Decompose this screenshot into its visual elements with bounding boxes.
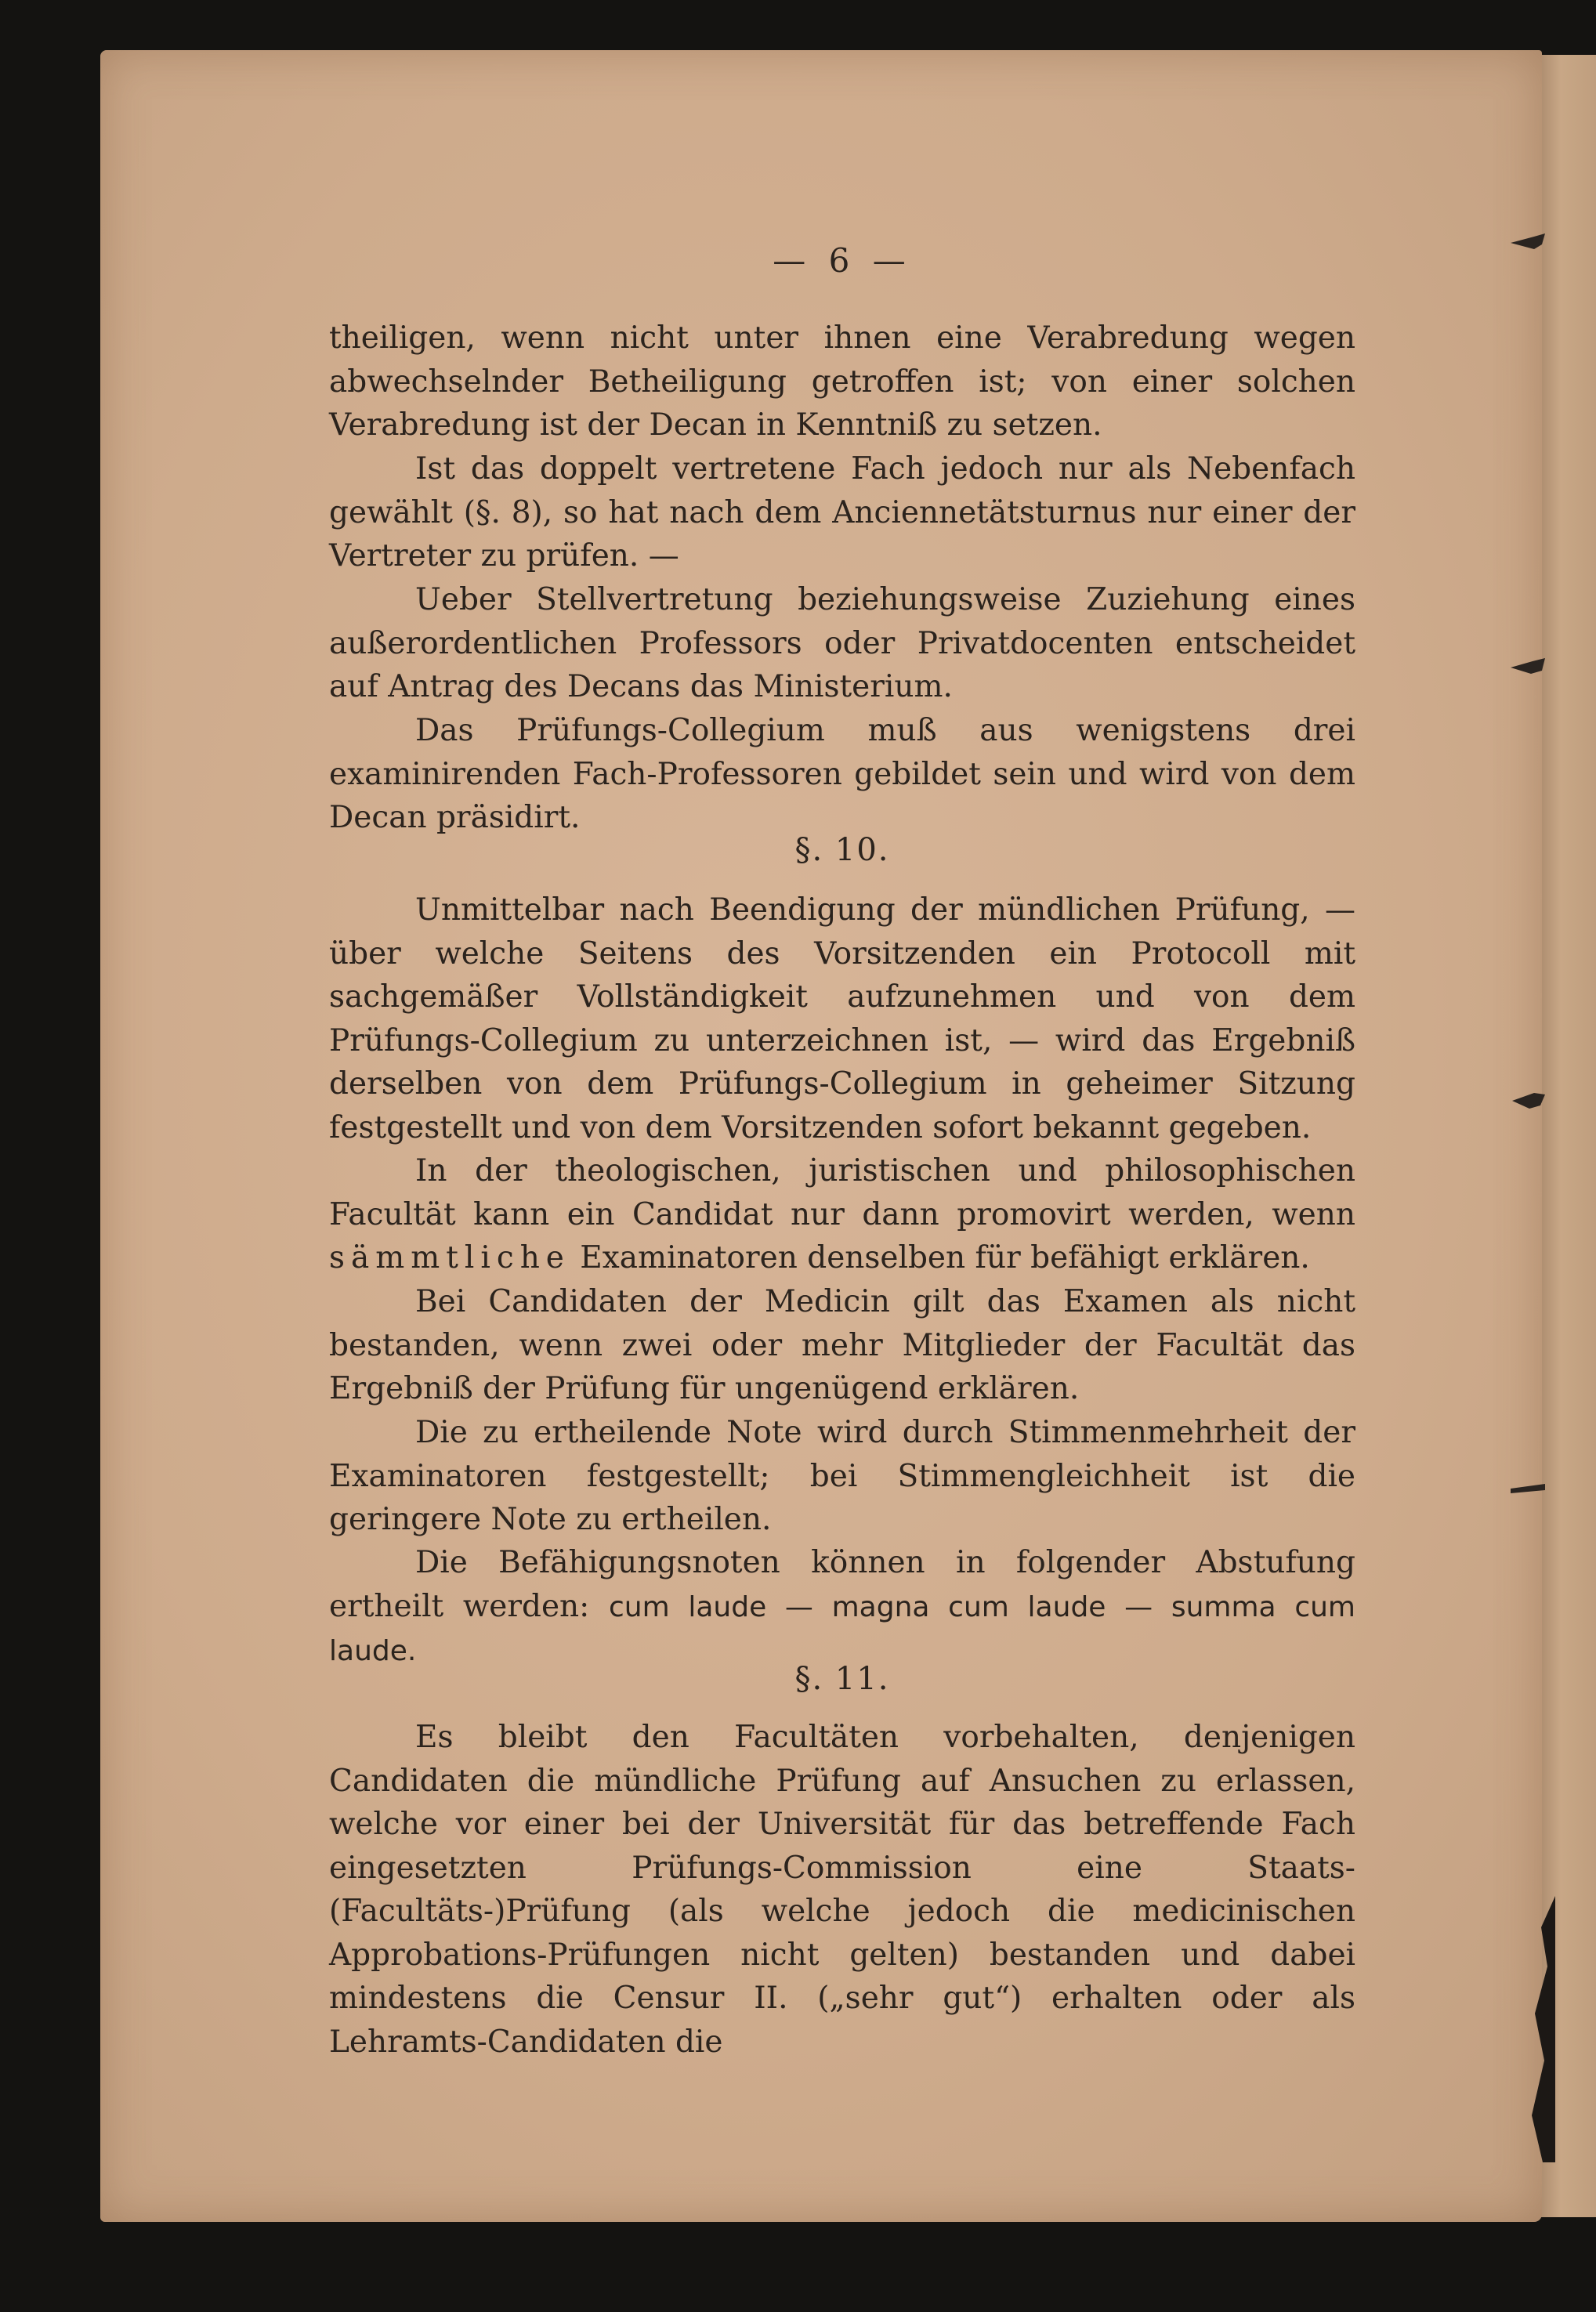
paragraph-text: Ueber Stellvertretung beziehungsweise Zuziehung eines außerordentlichen Professors oder Privatdocenten entscheidet auf Antrag des Decans das Ministerium. bbox=[329, 582, 1355, 704]
paper-tear-mark bbox=[1511, 1473, 1545, 1504]
section-heading-10: §. 10. bbox=[794, 832, 890, 868]
adjacent-page-edge bbox=[1537, 55, 1596, 2217]
paragraph-text: Ist das doppelt vertretene Fach jedoch nur als Nebenfach gewählt (§. 8), so hat nach dem Anciennetätsturnus nur einer der Vertreter zu prüfen. — bbox=[329, 451, 1355, 573]
paragraph bbox=[329, 709, 1355, 840]
paragraph-text: In der theologischen, juristischen und philosophischen Facultät kann ein Candidat nur dann promovirt werden, wenn bbox=[329, 1153, 1355, 1232]
paragraph bbox=[329, 888, 1355, 1149]
paragraph-text: Unmittelbar nach Beendigung der mündlichen Prüfung, — über welche Seitens des Vorsitzenden ein Protocoll mit sachgemäßer Vollständigkeit aufzunehmen und von dem Prüfungs-Collegium zu unterzeichnen ist, — wird das Ergebniß derselben von dem Prüfungs-Collegium in geheimer Sitzung festgestellt und von dem Vorsitzenden sofort bekannt gegeben. bbox=[329, 892, 1355, 1145]
paragraph-text: Bei Candidaten der Medicin gilt das Examen als nicht bestanden, wenn zwei oder mehr Mitglieder der Facultät das Ergebniß der Prüfung für ungenügend erklären. bbox=[329, 1284, 1355, 1406]
paper-tear-mark bbox=[1511, 650, 1545, 682]
paragraph-text: Es bleibt den Facultäten vorbehalten, denjenigen Candidaten die mündliche Prüfung auf Ansuchen zu erlassen, welche vor einer bei der Universität für das betreffende Fach eingesetzten Prüfungs-Commission eine Staats-(Facultäts-)Prüfung (als welche jedoch die medicinischen Approbations-Prüfungen nicht gelten) bestanden und dabei mindestens die Censur II. („sehr gut“) erhalten oder als Lehramts-Candidaten die bbox=[329, 1720, 1355, 2060]
paragraph-text: Das Prüfungs-Collegium muß aus wenigstens drei examinirenden Fach-Professoren gebildet sein und wird von dem Decan präsidirt. bbox=[329, 713, 1355, 835]
paragraph bbox=[329, 1541, 1355, 1673]
paragraph bbox=[329, 317, 1355, 447]
paragraph bbox=[329, 1149, 1355, 1280]
latin-grades: cum laude — magna cum laude — summa cum laude. bbox=[329, 1590, 1355, 1667]
paragraph bbox=[329, 1716, 1355, 2064]
paragraph bbox=[329, 578, 1355, 709]
paper-tear-mark bbox=[1511, 227, 1545, 259]
paper-tear-mark bbox=[1511, 1085, 1545, 1116]
paper-damage bbox=[1524, 1896, 1555, 2162]
paragraph-text: Examinatoren denselben für befähigt erklären. bbox=[580, 1240, 1310, 1275]
paragraph bbox=[329, 1411, 1355, 1542]
paragraph-text: theiligen, wenn nicht unter ihnen eine Verabredung wegen abwechselnder Betheiligung getroffen ist; von einer solchen Verabredung ist der Decan in Kenntniß zu setzen. bbox=[329, 320, 1355, 443]
paragraph-text: Die Befähigungsnoten können in folgender Abstufung ertheilt werden: bbox=[329, 1545, 1355, 1624]
page-number-header: — 6 — bbox=[773, 241, 912, 280]
paragraph-text: Die zu ertheilende Note wird durch Stimmenmehrheit der Examinatoren festgestellt; bei Stimmengleichheit ist die geringere Note zu ertheilen. bbox=[329, 1415, 1355, 1537]
section-heading-11: §. 11. bbox=[794, 1661, 890, 1697]
emphasized-word: sämmtliche bbox=[329, 1240, 570, 1275]
paragraph bbox=[329, 447, 1355, 578]
paragraph bbox=[329, 1280, 1355, 1411]
